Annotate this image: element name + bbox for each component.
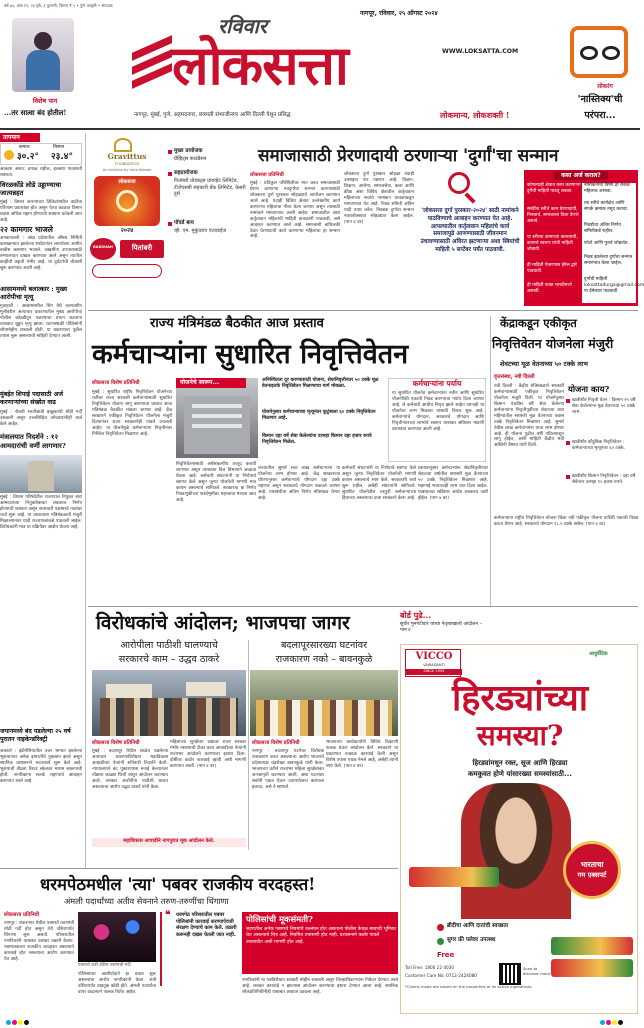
tooth-icon: [437, 924, 444, 931]
pension-body-r1: कर्मचारी संघटनांनी या निर्णयाचे स्वागत केले असून जुन्या निवृत्तिवेतन योजनेची मागणी कायम असल्याचे स्पष्ट केले. सरकारशी चर्चा सुरू राहील, असेही संघटनांनी सांगितले. सुधारित योजनेतील तरतुदी कर्मचाऱ्यांच्या हिताच्या असल्याचा दावा सरकारने केला आहे.: [342, 466, 416, 501]
durga-how-item-7: त्या स्त्रीचे कार्यक्षेत्र आणि संपर्क क्रमांक नमूद करावा.: [584, 201, 629, 212]
ups-box-point-1-text: खात्रीशीर निवृत्ती वेतन : किमान २५ वर्षे सेवा केलेल्यांना मूळ वेतनाच्या ५० टक्के लाभ.: [572, 398, 636, 415]
weather-city-2: किमान: [53, 145, 65, 150]
durga-how-item-9: फोटो आणि पुरावे जोडावेत.: [584, 241, 629, 246]
pension-body-mid-2: राज्यातील सुमारे सात लाख कर्मचाऱ्यांना या योजनेचा लाभ होणार आहे. केंद्र सरकारच्या धोरणानुसार कर्मचाऱ्यांचे योगदान दहा टक्के राहणार असून सरकारचे योगदान वाढवले जाणार आहे. यासंबंधीचा अंतिम निर्णय मंत्रिमंडळ घेणार आहे.: [258, 466, 340, 501]
vicco-tube-1: [409, 867, 499, 887]
protest-divider: [248, 640, 249, 850]
pension-body-mid: निवृत्तिवेतनासाठी अर्थसंकल्पीय तरतूद करावी लागणार असून त्याबाबत वित्त विभागाने आढावा घेतला आहे. कर्मचारी संघटनांनी या निर्णयाचे स्वागत केले असून जुन्या योजनेची मागणी मात्र कायम असल्याचे सांगितले. सरकारचा हा निर्णय निवडणुकीच्या पार्श्वभूमीवर महत्त्वाचा मानला जात आहे.: [176, 462, 256, 503]
sun-icon: [4, 150, 14, 160]
left-story-3-body: गुवाहाटी : आसाममधील धिंग येथे अल्पवयीन मुलीवरील अत्याचार प्रकरणातील मुख्य आरोपीचा पोलीस कोठडीतून पळण्याचा प्रयत्न करताना तलावात बुडून मृत्यू झाला. घटनास्थळी पोलिसांनी शोधमोहीम राबवली होती. या प्रकरणाचा पुढील तपास सुरू असल्याची माहिती देण्यात आली.: [0, 304, 82, 339]
masthead-title: लोकसत्ता: [172, 33, 348, 97]
dharam-byline: लोकसत्ता प्रतिनिधी: [4, 912, 40, 918]
magnifier-handle-icon: [464, 192, 475, 203]
left-story-3-headline[interactable]: आसाममध्ये बलात्कार : मुख्य आरोपीचा मृत्यू: [0, 285, 68, 302]
gravittus-block[interactable]: [88, 136, 166, 304]
durga-how-item-6: नामांकनाचा विषय हा केवळ महिलाच असावा.: [584, 183, 630, 194]
weather-val-2: २३.४°: [51, 152, 73, 162]
left-story-6-headline[interactable]: जपानमध्ये बंद पडलेल्या २५ वर्ष पुरातन नाइकेन्डॉरेक्ट्री: [0, 728, 71, 743]
left-story-6-body: जकार्ता : इंडोनेशियातील उत्तर भागात झालेल्या भूकंपानंतर अनेक इमारतींचे नुकसान झाले असून स्थानिक प्रशासनाने मदतकार्य सुरू केले आहे. भूकंपाची तीव्रता रिश्टर स्केलवर मध्यम स्वरूपाची होती. नागरिकांना सतर्क राहण्याचे आवाहन करण्यात आले आहे.: [0, 749, 82, 784]
protest-headline[interactable]: विरोधकांचे आंदोलन; भाजपचा जागर: [96, 612, 350, 634]
ups-box-point-1-bullet-icon: [566, 399, 570, 403]
left-col-divider: [85, 133, 86, 868]
pension-photo: [176, 378, 258, 458]
vicco-logo-box: [405, 649, 461, 677]
left-story-2-headline[interactable]: २२ कामगार भाजले: [0, 225, 53, 234]
vicco-tube-3: [551, 959, 633, 977]
vicco-tube-2: [551, 937, 633, 955]
masthead-cities: नागपूर, मुंबई, पुणे, अहमदनगर, छत्रपती संभाजीनगर आणि दिल्ली येथून प्रसिद्ध: [134, 112, 291, 118]
ups-kicker: केंद्राकडून एकीकृत: [500, 316, 577, 330]
durga-how-item-2: संबंधित स्त्रीचे काम प्रेरणादायी, निःस्वार्थ, समाजाला दिशा देणारे असावे.: [527, 207, 579, 224]
pension-option-box: [388, 378, 486, 462]
powered-1-bullet-icon: [168, 150, 172, 154]
powered-3-bullet-icon: [168, 222, 172, 226]
protest-left-photo: [92, 670, 246, 736]
vicco-model-photo: [461, 783, 571, 919]
top-strip: वर्ष ७५, अंक १९, २४ पृष्ठे, ३ पुरवणी, किंमत ₹ ५ • पुणे आवृत्ती • संपादक: [4, 3, 113, 8]
durga-callout[interactable]: [418, 170, 522, 302]
gravittus-logo-note: An initiative by Usha Kakade: [102, 168, 152, 172]
durga-year: २०२४: [120, 227, 134, 234]
protest-right-sub-1: बदलापूरसारख्या घटनांवर: [280, 640, 368, 651]
right-ear-label: लोकरंग: [597, 84, 613, 90]
masthead-tagline: लोकमान्य, लोकशक्ती !: [440, 110, 510, 120]
durga-headline[interactable]: समाजासाठी प्रेरणादायी ठरणाऱ्या 'दुर्गां'चा सन्मान: [258, 146, 559, 166]
vicco-free: Free: [437, 951, 455, 959]
pension-kicker: राज्य मंत्रिमंडळ बैठकीत आज प्रस्ताव: [150, 316, 324, 331]
durga-body-2: लोकसत्ता दुर्गा पुरस्कार सोहळा यंदाही उत्साहात पार पडणार आहे. विज्ञान, शिक्षण, आरोग्य, समाजसेवा, कला आणि क्रीडा अशा विविध क्षेत्रांतील कर्तृत्ववान महिलांच्या नावांचे नामांकन वाचकांकडून मागवण्यात येत आहे. निवड समिती अंतिम यादी तयार करेल. निवडक दुर्गांचा सन्मान नवरात्रोत्सवात सोहळ्यात केला जाईल. (पान ४ वर): [344, 172, 414, 225]
website[interactable]: WWW.LOKSATTA.COM: [442, 48, 519, 55]
vicco-fine-3: Scan to discover more: [523, 966, 551, 976]
durga-how-list-2: [582, 183, 644, 303]
protest-note[interactable]: [400, 610, 490, 640]
sponsor-2-name: पितांबरी: [131, 244, 153, 252]
vicco-sub-2: कमकुवत होणे यांसारख्या समस्यांसाठी...: [468, 770, 572, 778]
vicco-brand-sub: VAJRADANTI: [423, 663, 445, 667]
durga-glyph-icon: [116, 190, 138, 212]
vicco-seal-2: गम एक्सपर्ट: [577, 871, 607, 879]
right-ear-teaser-1: 'नास्तिक्य'ची: [577, 94, 623, 105]
registration-marks-left: [6, 1020, 29, 1025]
powered-2: [168, 170, 248, 214]
durga-badge-brand: लोकसत्ता: [118, 179, 136, 185]
masthead-rule: [0, 128, 640, 130]
leaf-icon: [437, 938, 444, 945]
left-ear[interactable]: [4, 16, 84, 124]
gravittus-logo: Gravittus: [107, 152, 147, 161]
ups-box-point-3-text: खात्रीशीर किमान निवृत्तिवेतन : दहा वर्षे सेवेनंतर दरमहा १० हजार रुपये.: [572, 474, 636, 485]
vicco-headline-1: हिरड्यांच्या: [451, 677, 589, 719]
ups-box-title: योजना काय?: [568, 384, 610, 394]
left-story-4-body: मुंबई : नोकरी भरतीसाठी इच्छुकांची मोठी गर्दी उसळली असून उच्चशिक्षित उमेदवारांनीही अर्ज केले आहेत.: [0, 410, 82, 427]
left-story-1-body: मुंबई : विमान कंपन्यांच्या तिकिटांमधील वाढीचा परिणाम प्रवाशांवर होत असून येत्या काळात विमान प्रवास अधिक महाग होण्याची शक्यता वर्तवली जात आहे.: [0, 200, 82, 223]
pension-points: [262, 378, 384, 462]
left-story-4-headline[interactable]: मुंबईत शिपाई पदासाठी अर्ज करणाऱ्यांच्या संख्येत वाढ: [0, 391, 63, 406]
vicco-fine-1: Toll Free: 1800 22 4030: [405, 965, 454, 970]
left-ear-badge: विशेष पान: [18, 96, 72, 107]
vicco-sub-1: हिरड्यांमधून रक्त, सूज आणि हिरड्या: [472, 759, 568, 767]
durga-how-item-1: कोणत्याही क्षेत्रात काम करणाऱ्या दुर्गेची माहिती पाठवू शकता.: [527, 183, 581, 194]
pension-divider: [490, 316, 491, 606]
powered-3: [168, 220, 248, 242]
rule-3: [0, 868, 398, 869]
dharam-body-2: पोलिसांच्या आशीर्वादाने हा प्रकार सुरू असल्याचा आरोप नागरिकांनी केला. रात्री उशिरापर्यंत वाहतूक कोंडी होते. अंमली पदार्थांचा वापर वाढल्याने पालक चिंतेत आहेत.: [78, 972, 156, 995]
ups-byline: वृत्तसंस्था, नवी दिल्ली: [494, 374, 535, 380]
pension-point-1: अनिश्चितता दूर करण्यासाठी योजना, सेवानिवृत्तीनंतर ५० टक्के मूळ वेतनाइतके निवृत्तिवेतन मिळण्याचा मार्ग मोकळा.: [262, 378, 379, 390]
dharam-quote: [160, 912, 238, 986]
pension-headline[interactable]: कर्मचाऱ्यांना सुधारित निवृत्तिवेतन: [92, 339, 409, 370]
durga-how-head: कसा अर्ज कराल?: [554, 171, 608, 180]
powered-3-label: पॉवर्ड बाय: [174, 220, 194, 226]
protest-right-photo: [250, 670, 398, 736]
ups-headline[interactable]: निवृत्तिवेतन योजनेला मंजुरी: [492, 336, 614, 351]
left-story-2-body: अनकापल्ली : आंध्र प्रदेशातील औषध निर्मिती कारखान्यात झालेल्या स्फोटानंतर लागलेल्या आगीत बावीस कामगार भाजले. जखमींना उपचारासाठी रुग्णालयात दाखल करण्यात आले असून त्यातील काहींची प्रकृती गंभीर आहे. या दुर्घटनेची चौकशी सुरू करण्यात आली आहे.: [0, 236, 82, 271]
vicco-since: SINCE 1955: [406, 669, 462, 675]
weather-box: [0, 143, 82, 165]
left-ear-teaser: ...तर सात्वा बंद होतील!: [4, 108, 67, 117]
durga-body-1: मुंबई : प्रतिकूल परिस्थितीवर मात करत समाजासाठी प्रेरणा ठरणाऱ्या नवदुर्गांचा सन्मान करण्यासाठी लोकसत्ता दुर्गा पुरस्कार सोहळ्याचे आयोजन करण्यात आले आहे. यंदाही विविध क्षेत्रांत उल्लेखनीय कार्य करणाऱ्या महिलांचा गौरव केला जाणार असून त्यासाठी नामांकने मागवण्यात आली आहेत. समाजातील अशा कर्तृत्ववान महिलांची माहिती वाचकांनी पाठवावी, असे आवाहन करण्यात आले आहे. समाजाशी बांधिलकी ठेवत प्रेरणादायी कार्य करणाऱ्या महिलांचा हा सन्मान आहे.: [250, 181, 340, 240]
protest-right-body-2: भाजपच्या कार्यकर्त्यांनी विविध ठिकाणी फलक घेऊन आंदोलन केले. सरकारने या प्रकरणात तत्काळ कारवाई केली असून विशेष तपास पथक नेमले आहे, असेही त्यांनी स्पष्ट केले. (पान ४ वर): [326, 740, 398, 769]
dharam-caption: पबमध्ये रात्री उशिरा तरुणांची गर्दी.: [78, 963, 133, 968]
dharam-box-head: पोलिसांची मूकसंमती?: [246, 914, 313, 924]
durga-callout-text: 'लोकसत्ता दुर्गा पुरस्कार-२०२४' साठी नामांकने पाठविण्याचे आवाहन करण्यात येत आहे. आपल्यातील कर्तृत्ववान महिलांचे कार्य समाजापुढे आणण्यासाठी जीवनमान उंचावण्यासाठी अविरत झटणाऱ्या अशा स्त्रियांची माहिती ५ सप्टेंबर पर्यंत पाठवावी.: [420, 208, 520, 253]
protest-left-byline: लोकसत्ता विशेष प्रतिनिधी: [92, 740, 140, 746]
powered-1: [168, 148, 248, 164]
gravittus-logo-sub: FOUNDATION: [115, 162, 139, 166]
dateline: नागपूर, रविवार, २५ ऑगस्ट २०२४: [360, 10, 438, 17]
powered-1-name: ग्रॅव्हिट्स फाउंडेशन: [174, 156, 207, 162]
quote-icon: ❝: [165, 910, 171, 921]
protest-right-byline: लोकसत्ता विशेष प्रतिनिधी: [252, 740, 300, 746]
pension-byline: लोकसत्ता विशेष प्रतिनिधी: [92, 380, 140, 386]
rule-2: [88, 606, 638, 607]
protest-left-caption: महाविकास आघाडीने नागपुरात मूक आंदोलन केले.: [92, 838, 246, 847]
vicco-feature-1: [437, 923, 547, 933]
logo-flame-icon: [126, 36, 174, 96]
dharam-sub: अंमली पदार्थांच्या अतीव सेवनाने तरुण-तरुणींचा धिंगाणा: [64, 896, 229, 906]
pension-option-body: या सुधारित योजनेत कर्मचाऱ्यांना नवीन आणि सुधारित योजनेपैकी एकाची निवड करण्याचा पर्याय दिला जाणार आहे. जे कर्मचारी आधीच निवृत्त झाले आहेत त्यांनाही या योजनेचा लाभ मिळावा यासाठी विचार सुरू आहे. कर्मचाऱ्यांचे योगदान, सरकारचे योगदान आणि निवृत्तीनंतरच्या लाभांचे स्वरूप याबाबत सविस्तर मांडणी प्रस्तावात करण्यात आली आहे.: [392, 391, 484, 432]
ups-box-point-1: [566, 398, 638, 436]
ups-box-point-2-text: खात्रीशीर कौटुंबिक निवृत्तिवेतन : कर्मचाऱ्याच्या मृत्यूनंतर ६० टक्के.: [572, 440, 625, 451]
powered-2-name: पितांबरी प्रोडक्ट्स प्रायव्हेट लिमिटेड, टीजेएसबी सहकारी बँक लिमिटेड, केसरी टूर्स: [174, 178, 246, 198]
dharam-box: [242, 912, 398, 974]
durga-how-item-4: ही माहिती ऐकण्यास ईमेल द्वारे पाठवावी.: [527, 263, 577, 274]
durga-how-item-3: या स्त्रीच्या कामाच्या कालावधी, कामाचे स्वरूप यांची माहिती जोडावी.: [527, 235, 578, 252]
durga-badge: [94, 176, 160, 226]
vicco-feature-2-text: सुगर फ्री फ्लेवर उपलब्ध: [447, 937, 496, 943]
dharam-quote-text: धरमपेठ परिसरातील पबवर पोलिसांनी कारवाई करण्याऐवजी संरक्षण देण्याचे काम केले. तक्रारी करूनही दखल घेतली जात नाही.: [176, 912, 237, 938]
powered-2-label: सहप्रायोजक: [174, 170, 198, 176]
weather-note: आकाश अंशत: ढगाळ राहील, हलक्या पावसाची शक्यता.: [0, 167, 82, 178]
vicco-feature-1-text: ब्रीदीचा आणि दातांची स्वच्छता: [447, 923, 509, 929]
left-story-5-headline[interactable]: मंत्रालयात निदर्शने : १२ आमदारांची वर्णी लागणार?: [0, 433, 66, 450]
powered-2-bullet-icon: [168, 172, 172, 176]
sponsor-list: [168, 148, 248, 298]
figure-body-icon: [26, 50, 60, 90]
durga-how-item-8: निवडीचा अंतिम निर्णय समितीकडे राहील.: [584, 223, 621, 234]
magnifier-icon: [448, 172, 470, 194]
left-story-1-headline[interactable]: विरळकोंडे लोडे उड्डाण्याचा जात्यन्नहत: [0, 181, 62, 198]
protest-note-kicker: बोर्ड पुढे...: [400, 610, 432, 620]
weather-city-1: कमाल: [19, 145, 30, 150]
protest-right-sub-2: राजकारण नको – बावनकुळे: [275, 654, 373, 665]
registration-marks-right: [600, 1020, 623, 1025]
right-ear-teaser-2: परंपरा...: [584, 110, 616, 121]
right-ear[interactable]: [560, 14, 638, 128]
rule-1: [88, 310, 638, 311]
pension-body-r2: प्रस्तावानुसार कर्मचाऱ्यांना सेवानिवृत्तीनंतर शेवटच्या वर्षातील सरासरी मूळ वेतनाच्या ५० टक्के निवृत्तिवेतन मिळणार आहे. महागाई भत्त्याचाही लाभ यात दिला जाईल. याबाबतचा सविस्तर आदेश लवकरच जारी होईल. (पान ४ वर): [418, 466, 488, 501]
pension-point-2: योजनेनुसार कर्मचाऱ्याच्या मृत्यूनंतर कुटुंबाला ६० टक्के निवृत्तिवेतन मिळणार आहे.: [262, 410, 376, 422]
ups-box: [566, 384, 638, 516]
powered-3-name: व्ही. एम. मुकुंदराव एंटरप्राईज: [174, 228, 227, 234]
dharam-box-body: शहरातील अनेक पबमध्ये नियमांचे उल्लंघन होत असताना पोलीस केवळ बघ्याची भूमिका घेत असल्याचे चित्र आहे. नियमित तपासणी होत नाही. प्रशासनाने कठोर पावले उचलावीत अशी मागणी होत आहे.: [246, 927, 396, 945]
dharam-body-3: नागरिकांनी या पबविरोधात स्वाक्षरी मोहीम राबवली असून जिल्हाधिकाऱ्यांना निवेदन देण्यात आले आहे. लवकर कारवाई न झाल्यास आंदोलन करण्याचा इशारा देण्यात आला आहे. स्थानिक लोकप्रतिनिधींनीही याबाबत आवाज उठवला आहे.: [242, 978, 398, 995]
protest-left-body: मुंबई : बदलापूर येथील शाळेत घडलेल्या अत्याचार प्रकरणाविरोधात महाविकास आघाडीच्या नेत्यांनी शनिवारी निदर्शने केली. न्यायालयाने बंद पुकारण्यास मनाई केल्यानंतर तोंडाला काळ्या फिती बांधून आंदोलन करण्यात आले. सरकार आरोपींना पाठीशी घालत असल्याचा आरोप उद्धव ठाकरे यांनी केला.: [92, 749, 168, 790]
ups-box-point-3-bullet-icon: [566, 475, 570, 479]
durga-how-item-10: निवड झालेल्या दुर्गांचा सन्मान समारंभात केला जाईल.: [584, 255, 633, 266]
protest-left-sub-2: सरकारचे काम – उद्धव ठाकरे: [118, 654, 220, 665]
pension-body-1: मुंबई : सुधारित राष्ट्रीय निवृत्तिवेतन योजनेच्या धर्तीवर राज्य सरकारी कर्मचाऱ्यांसाठी सुधारित निवृत्तिवेतन योजना लागू करण्याचा प्रस्ताव आज मंत्रिमंडळ बैठकीत मांडला जाणार आहे. केंद्र सरकारने एकीकृत निवृत्तिवेतन योजनेला मंजुरी दिल्यानंतर राज्य सरकारनेही पावले उचलली आहेत. या योजनेमुळे कर्मचाऱ्यांना निवृत्तीनंतर निश्चित निवृत्तिवेतन मिळणार आहे.: [92, 390, 172, 437]
protest-right-body: नागपूर : बदलापूर घटनेवर विरोधक राजकारण करत असल्याचा आरोप भाजपचे प्रदेशाध्यक्ष चंद्रशेखर बावनकुळे यांनी केला. भाजपच्या वतीने राज्यभर महिला सुरक्षेबाबत जनजागृती करण्यात आली. अशा घटनांवर सर्वांनी एकत्र येऊन उपाययोजना करायला हव्यात, असे ते म्हणाले.: [252, 749, 324, 790]
protest-note-text: सुधीर मुनगंटीवार यांच्या नेतृत्वाखाली आंदोलन – पान ४: [400, 622, 482, 634]
ups-box-point-2-bullet-icon: [566, 441, 570, 445]
vicco-fine-4: *Claims made are based on the properties of its active ingredients.: [405, 984, 533, 989]
vicco-headline-2: समस्या?: [476, 719, 564, 752]
protest-left-body-2: महिलांच्या सुरक्षेच्या प्रश्नावर राज्य सरकार गंभीर नसल्याची टीका करत आघाडीच्या नेत्यांनी राज्यभर आंदोलने करण्याचा इशारा दिला. दोषींवर कठोर कारवाई व्हावी अशी मागणी करण्यात आली. (पान ४ वर): [170, 740, 246, 769]
vicco-seal: [563, 841, 621, 899]
ups-sub: शेवटच्या मूळ वेतनाच्या ५० टक्के लाभ: [500, 360, 588, 368]
pension-photo-tag: योजनेचे स्वरूप...: [176, 378, 246, 388]
ups-box-point-2: [566, 440, 638, 470]
sponsor-2-logo: [120, 240, 164, 258]
vicco-ad[interactable]: [400, 644, 638, 1014]
left-story-5-body: मुंबई : विधान परिषदेतील राज्यपाल नियुक्त बारा आमदारांच्या नियुक्तीबाबत लवकरच निर्णय होण्याची शक्यता असून सत्ताधारी पक्षांमध्ये नावांवर चर्चा सुरू आहे. या प्रस्तावाला मंत्रिमंडळाची मंजुरी मिळाल्यानंतर यादी राज्यपालांकडे पाठवली जाईल. विरोधकांनी मात्र या प्रक्रियेवर आक्षेप घेतला आहे.: [0, 495, 82, 530]
vicco-qr-icon[interactable]: [499, 963, 521, 985]
weather-label: तापमान: [0, 133, 40, 142]
powered-1-label: मुख्य प्रायोजक: [174, 148, 203, 154]
left-story-5-photo: [0, 455, 82, 493]
durga-byline: लोकसत्ता प्रतिनिधी: [250, 172, 284, 178]
dharam-headline[interactable]: धरमपेठमधील 'त्या' पबवर राजकीय वरदहस्त!: [40, 874, 316, 894]
dharam-body-1: नागपूर : शंकरनगर येथील पबमध्ये तरुणांची मोठी गर्दी होत असून तेथे उशिरापर्यंत धिंगाणा सुरू असतो. परिसरातील नागरिकांनी याबाबत वारंवार तक्रारी केल्या. पबमालकाला राजकीय वरदहस्त असल्याने कारवाई होत नसल्याचा आरोप करण्यात येत आहे.: [4, 921, 75, 962]
edition-word: रविवार: [218, 14, 267, 38]
vicco-fine-2: Customer Care No: 0712-2424080: [405, 973, 477, 978]
pension-option-title: कर्मचाऱ्यांना पर्याय: [412, 379, 462, 388]
durga-how-item-5: ही माहिती फक्त मराठीमध्ये असावी.: [527, 283, 572, 294]
protest-left-sub-1: आरोपीला पाठीशी घालण्याचे: [120, 640, 218, 651]
sponsor-1-name: BADSHAH: [93, 245, 113, 249]
left-ear-illustration: [12, 18, 74, 92]
weather-val-1: ३०.२°: [17, 152, 39, 162]
ups-body-2: कर्मचाऱ्यांना राष्ट्रीय निवृत्तिवेतन योजना किंवा नवी एकीकृत योजना यापैकी एकाची निवड करता येणार आहे. सरकारचे योगदान १८.५ टक्के असेल. (पान ४ वर): [494, 516, 638, 527]
ups-body: नवी दिल्ली : केंद्रीय मंत्रिमंडळाने सरकारी कर्मचाऱ्यांसाठी एकीकृत निवृत्तिवेतन योजनेला मंजुरी दिली. या योजनेनुसार किमान पंचवीस वर्षे सेवा केलेल्या कर्मचाऱ्यांना निवृत्तीपूर्वीच्या शेवटच्या बारा महिन्यांतील सरासरी मूळ वेतनाच्या पन्नास टक्के निवृत्तिवेतन मिळणार आहे. सुमारे तेवीस लाख कर्मचाऱ्यांना याचा लाभ होणार आहे. ही योजना पुढील वर्षी एप्रिलपासून लागू होईल, अशी माहिती केंद्रीय मंत्री अश्विनी वैष्णव यांनी दिली.: [494, 384, 564, 449]
gravittus-logo-icon: [114, 138, 132, 152]
durga-how-box: [524, 170, 644, 306]
vicco-feature-2: [437, 937, 547, 947]
sponsor-1-logo: [90, 238, 116, 260]
durga-how-list-1: [527, 183, 581, 303]
ups-box-point-3: [566, 474, 638, 514]
vicco-seal-1: भारताचा: [580, 860, 604, 869]
vicco-brand: VICCO: [415, 651, 453, 662]
durga-how-item-11: दुर्गांची माहिती loksattadurga@gmail.com या ईमेलवर पाठवावी.: [584, 277, 644, 294]
pension-point-3: किमान दहा वर्षे सेवा केलेल्यांना दरमहा किमान दहा हजार रुपये निवृत्तिवेतन मिळेल.: [262, 434, 372, 446]
dharam-photo: [78, 912, 156, 962]
figure-icon: [34, 32, 52, 50]
vicco-ayur: आयुर्वेदिक: [589, 651, 608, 657]
spectacles-icon: [570, 26, 628, 78]
sponsor-3-strip: [92, 264, 162, 278]
